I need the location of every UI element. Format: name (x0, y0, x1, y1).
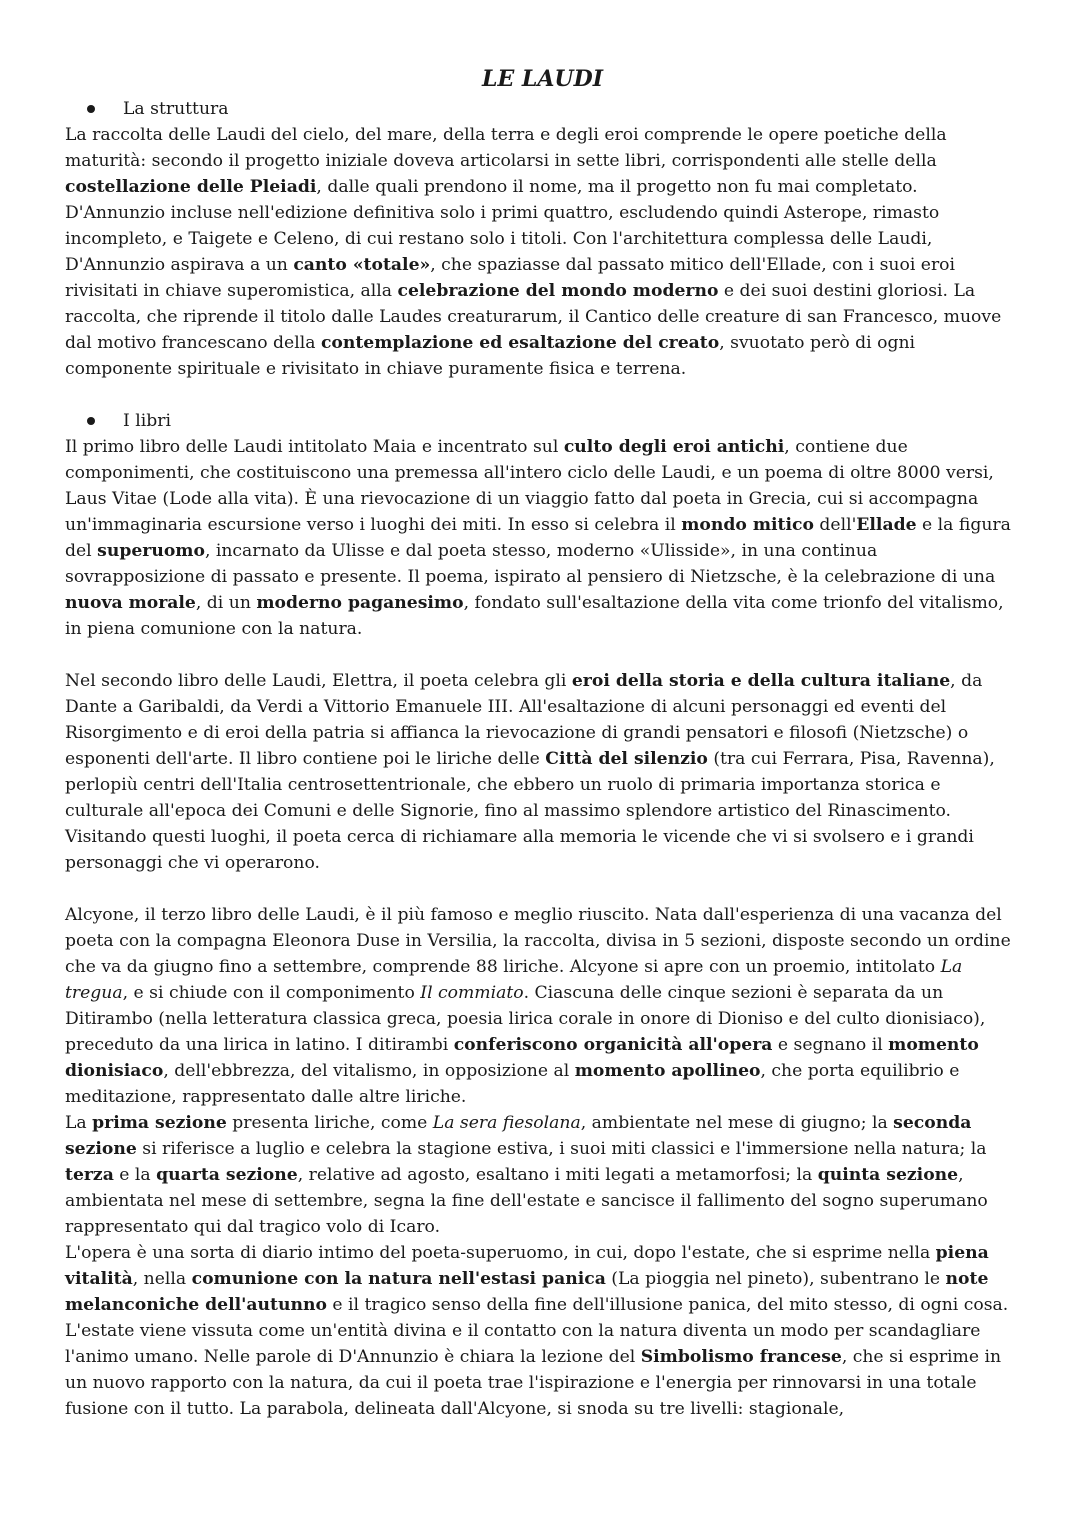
text-run: (tra cui Ferrara, Pisa, Ravenna), perlopiù centri dell'Italia centrosettentrionale, che ebbero un ruolo di primaria importanza storica e culturale all'epoca dei Comuni e delle Signorie, fino al massimo splendore artistico del Rinascimento. Visitando questi luoghi, il poeta cerca di richiamare alla memoria le vicende che vi si svolsero e i grandi personaggi che vi operarono. (65, 749, 995, 873)
emphasis-bold: quinta sezione (817, 1165, 959, 1185)
text-run: , dell'ebbrezza, del vitalismo, in opposizione al (163, 1061, 575, 1081)
emphasis-bold: Ellade (856, 515, 917, 535)
text-run: , e si chiude con il componimento (122, 983, 421, 1003)
paragraph (65, 434, 1020, 642)
text-run: e la figura del (65, 515, 1011, 561)
emphasis-bold: Città del silenzio (545, 749, 708, 769)
text-run: . Ciascuna delle cinque sezioni è separata da un Ditirambo (nella letteratura classica greca, poesia lirica corale in onore di Dioniso e del culto dionisiaco), preceduto da una lirica in latino. I ditirambi (65, 983, 986, 1055)
emphasis-bold: eroi della storia e della cultura italiane (571, 671, 951, 691)
text-run: , ambientate nel mese di giugno; la (580, 1113, 894, 1133)
paragraph (65, 668, 1020, 876)
emphasis-bold: mondo mitico (681, 515, 814, 535)
text-run: e il tragico senso della fine dell'illusione panica, del mito stesso, di ogni cosa. L'estate viene vissuta come un'entità divina e il contatto con la natura diventa un modo per scandagliare l'animo umano. Nelle parole di D'Annunzio è chiara la lezione del (65, 1295, 1009, 1367)
document-title: LE LAUDI (482, 66, 603, 92)
emphasis-bold: costellazione delle Pleiadi (65, 177, 317, 197)
paragraph (65, 1110, 1020, 1240)
document-page (65, 62, 1020, 1422)
bullet-icon (87, 105, 95, 113)
text-run: , relative ad agosto, esaltano i miti legati a metamorfosi; la (297, 1165, 818, 1185)
emphasis-bold: quarta sezione (156, 1165, 298, 1185)
text-run: si riferisce a luglio e celebra la stagione estiva, i suoi miti classici e l'immersione nella natura; la (136, 1139, 987, 1159)
emphasis-bold: terza (65, 1165, 114, 1185)
text-run: , da Dante a Garibaldi, da Verdi a Vittorio Emanuele III. All'esaltazione di alcuni personaggi ed eventi del Risorgimento e di eroi della patria si affianca la rievocazione di grandi pensatori e filosofi (Nietzsche) o esponenti dell'arte. Il libro contiene poi le liriche delle (65, 671, 983, 769)
paragraph (65, 1240, 1020, 1422)
text-run: La (65, 1113, 93, 1133)
emphasis-bold: superuomo (97, 541, 205, 561)
text-run: Nel secondo libro delle Laudi, Elettra, il poeta celebra gli (65, 671, 572, 691)
bullet-icon (87, 417, 95, 425)
emphasis-bold: contemplazione ed esaltazione del creato (320, 333, 720, 353)
text-run: (La pioggia nel pineto), subentrano le (605, 1269, 946, 1289)
section-heading-label: La struttura (123, 99, 229, 119)
text-run: , svuotato però di ogni componente spirituale e rivisitato in chiave puramente fisica e terrena. (65, 333, 916, 379)
paragraph-spacer (65, 382, 1020, 408)
emphasis-italic: Il commiato (420, 983, 524, 1003)
emphasis-bold: celebrazione del mondo moderno (397, 281, 719, 301)
text-run: , che si esprime in un nuovo rapporto con la natura, da cui il poeta trae l'ispirazione e l'energia per rinnovarsi in una totale fusione con il tutto. La parabola, delineata dall'Alcyone, si snoda su tre livelli: stagionale, (65, 1347, 1002, 1419)
section-heading-label: I libri (123, 411, 171, 431)
text-run: e la (113, 1165, 157, 1185)
paragraph (65, 902, 1020, 1110)
paragraph (65, 122, 1020, 382)
emphasis-bold: note melanconiche dell'autunno (65, 1269, 989, 1315)
text-run: L'opera è una sorta di diario intimo del poeta-superuomo, in cui, dopo l'estate, che si esprime nella (65, 1243, 936, 1263)
emphasis-bold: conferiscono organicità all'opera (453, 1035, 773, 1055)
text-run: , dalle quali prendono il nome, ma il progetto non fu mai completato. D'Annunzio incluse nell'edizione definitiva solo i primi quattro, escludendo quindi Asterope, rimasto incompleto, e Taigete e Celeno, di cui restano solo i titoli. Con l'architettura complessa delle Laudi, D'Annunzio aspirava a un (65, 177, 940, 275)
text-run: , che spaziasse dal passato mitico dell'Ellade, con i suoi eroi rivisitati in chiave superomistica, alla (65, 255, 956, 301)
emphasis-bold: canto «totale» (293, 255, 431, 275)
text-run: , fondato sull'esaltazione della vita come trionfo del vitalismo, in piena comunione con la natura. (65, 593, 1004, 639)
emphasis-bold: comunione con la natura nell'estasi panica (191, 1269, 606, 1289)
text-run: , nella (132, 1269, 192, 1289)
emphasis-bold: prima sezione (92, 1113, 227, 1133)
text-run: La raccolta delle Laudi del cielo, del mare, della terra e degli eroi comprende le opere poetiche della maturità: secondo il progetto iniziale doveva articolarsi in sette libri, corrispondenti alle stelle della (65, 125, 947, 171)
text-run: , ambientata nel mese di settembre, segna la fine dell'estate e sancisce il fallimento del sogno superumano rappresentato qui dal tragico volo di Icaro. (65, 1165, 988, 1237)
paragraph-spacer (65, 642, 1020, 668)
text-run: Il primo libro delle Laudi intitolato Maia e incentrato sul (65, 437, 564, 457)
text-run: presenta liriche, come (226, 1113, 433, 1133)
emphasis-bold: momento apollineo (574, 1061, 761, 1081)
section-heading-libri (65, 408, 1020, 434)
emphasis-bold: nuova morale (65, 593, 196, 613)
text-run: , incarnato da Ulisse e dal poeta stesso, moderno «Ulisside», in una continua sovrapposizione di passato e presente. Il poema, ispirato al pensiero di Nietzsche, è la celebrazione di una (65, 541, 996, 587)
paragraph-spacer (65, 876, 1020, 902)
emphasis-italic: La sera fiesolana (432, 1113, 581, 1133)
emphasis-bold: moderno paganesimo (256, 593, 464, 613)
text-run: e dei suoi destini gloriosi. La raccolta, che riprende il titolo dalle Laudes creaturarum, il Cantico delle creature di san Francesco, muove dal motivo francescano della (65, 281, 1002, 353)
emphasis-bold: momento dionisiaco (65, 1035, 979, 1081)
text-run: , che porta equilibrio e meditazione, rappresentato dalle altre liriche. (65, 1061, 960, 1107)
section-heading-struttura (65, 96, 1020, 122)
text-run: , di un (195, 593, 257, 613)
emphasis-bold: piena vitalità (65, 1243, 989, 1289)
emphasis-italic: La tregua (65, 957, 963, 1003)
text-run: e segnano il (772, 1035, 889, 1055)
emphasis-bold: culto degli eroi antichi (563, 437, 785, 457)
text-run: , contiene due componimenti, che costituiscono una premessa all'intero ciclo delle Laudi, e un poema di oltre 8000 versi, Laus Vitae (Lode alla vita). È una rievocazione di un viaggio fatto dal poeta in Grecia, cui si accompagna un'immaginaria escursione verso i luoghi dei miti. In esso si celebra il (65, 437, 994, 535)
emphasis-bold: seconda sezione (65, 1113, 972, 1159)
text-run: dell' (813, 515, 857, 535)
text-run: Alcyone, il terzo libro delle Laudi, è il più famoso e meglio riuscito. Nata dall'esperienza di una vacanza del poeta con la compagna Eleonora Duse in Versilia, la raccolta, divisa in 5 sezioni, disposte secondo un ordine che va da giugno fino a settembre, comprende 88 liriche. Alcyone si apre con un proemio, intitolato (65, 905, 1011, 977)
emphasis-bold: Simbolismo francese (640, 1347, 842, 1367)
